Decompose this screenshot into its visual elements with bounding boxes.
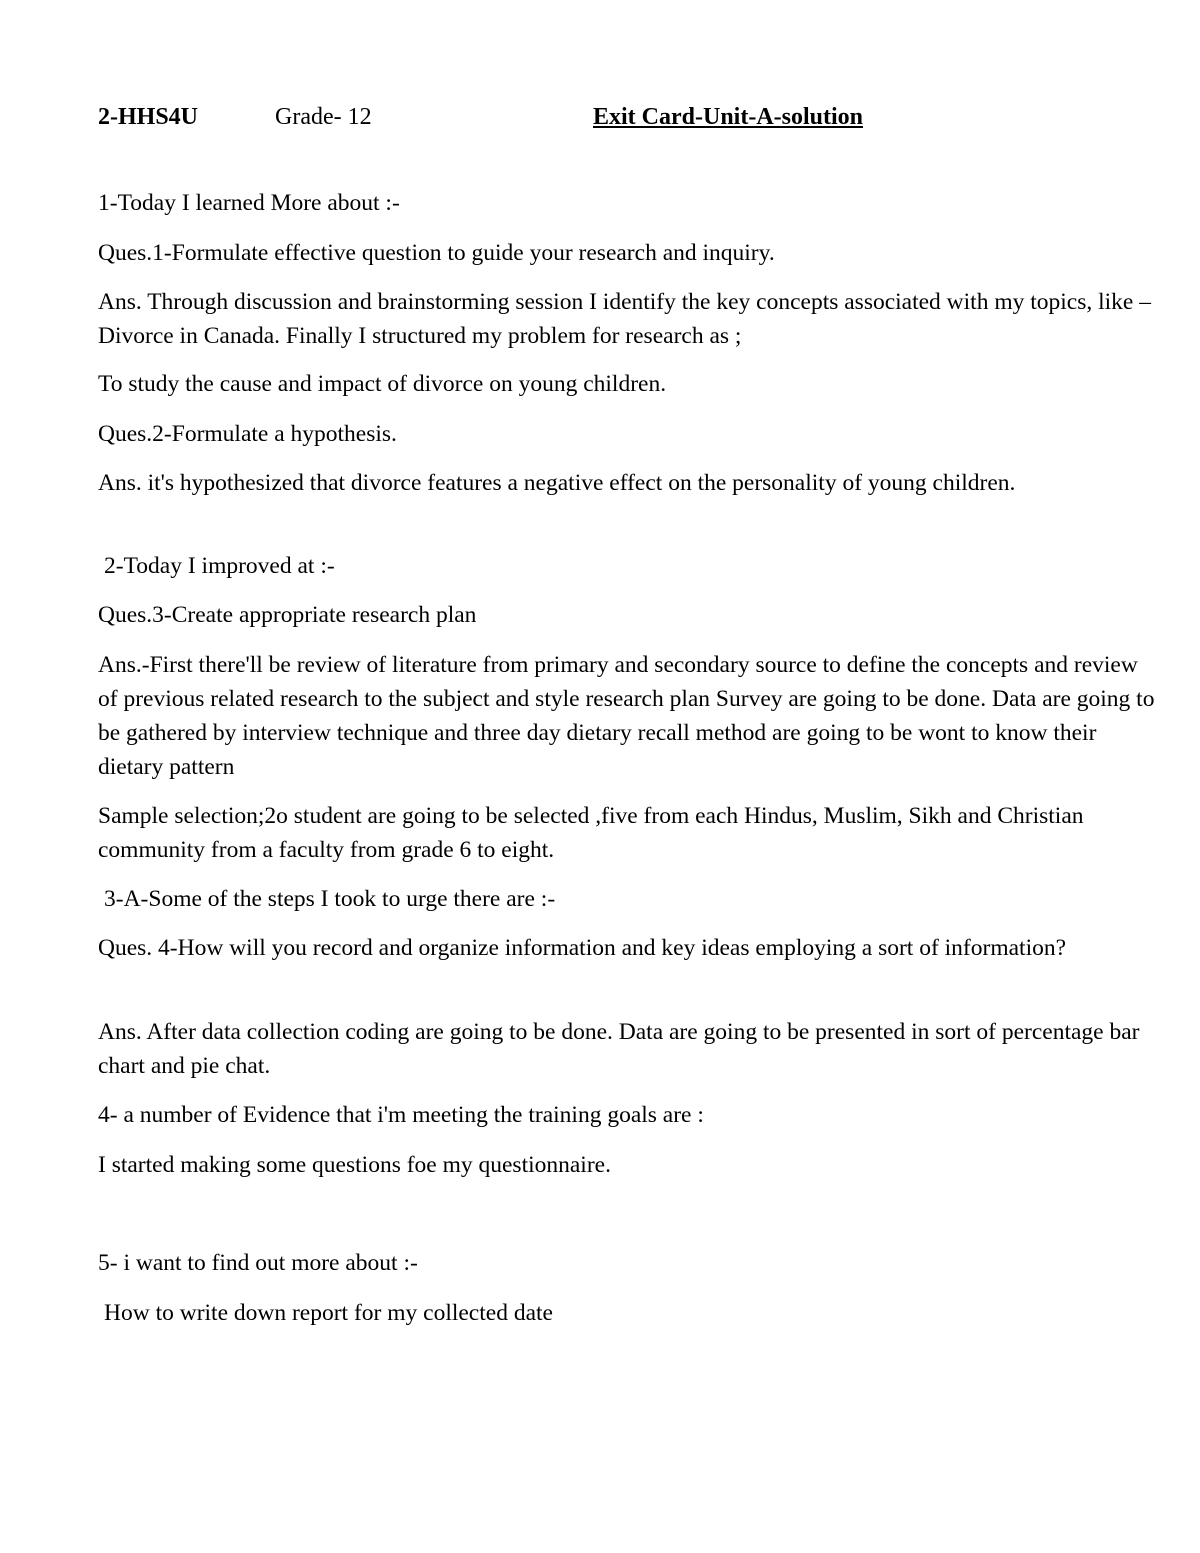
question-3: Ques.3-Create appropriate research plan (98, 602, 477, 628)
document-title: Exit Card-Unit-A-solution (593, 104, 864, 130)
section-5-heading: 5- i want to find out more about :- (98, 1250, 418, 1276)
question-4: Ques. 4-How will you record and organize information and key ideas employing a sort of information? (98, 935, 1067, 961)
section-5-text: How to write down report for my collected date (104, 1300, 553, 1326)
answer-2: Ans. it's hypothesized that divorce features a negative effect on the personality of young children. (98, 470, 1016, 496)
document-header (98, 101, 1158, 133)
answer-3-sample-selection: Sample selection;2o student are going to be selected ,five from each Hindus, Muslim, Sikh and Christian community from a faculty from grade 6 to eight. (98, 803, 1084, 863)
section-2-heading: 2-Today I improved at :- (104, 553, 335, 579)
course-code: 2-HHS4U (98, 104, 199, 130)
section-4-text: I started making some questions foe my questionnaire. (98, 1152, 611, 1178)
answer-3: Ans.-First there'll be review of literature from primary and secondary source to define the concepts and review of previous related research to the subject and style research plan Survey are going to be done. Data are going to be gathered by interview technique and three day dietary recall method are going to be wont to know their dietary pattern (98, 652, 1155, 780)
section-3-heading: 3-A-Some of the steps I took to urge there are :- (104, 886, 556, 912)
answer-4: Ans. After data collection coding are going to be done. Data are going to be presented in sort of percentage bar chart and pie chat. (98, 1019, 1140, 1079)
grade-label: Grade- 12 (275, 104, 372, 130)
question-2: Ques.2-Formulate a hypothesis. (98, 421, 397, 447)
answer-1: Ans. Through discussion and brainstorming session I identify the key concepts associated with my topics, like –Divorce in Canada. Finally I structured my problem for research as ; (98, 289, 1151, 349)
section-1-heading: 1-Today I learned More about :- (98, 190, 400, 216)
question-1: Ques.1-Formulate effective question to guide your research and inquiry. (98, 240, 775, 266)
answer-1-continued: To study the cause and impact of divorce on young children. (98, 371, 667, 397)
section-4-heading: 4- a number of Evidence that i'm meeting the training goals are : (98, 1102, 704, 1128)
